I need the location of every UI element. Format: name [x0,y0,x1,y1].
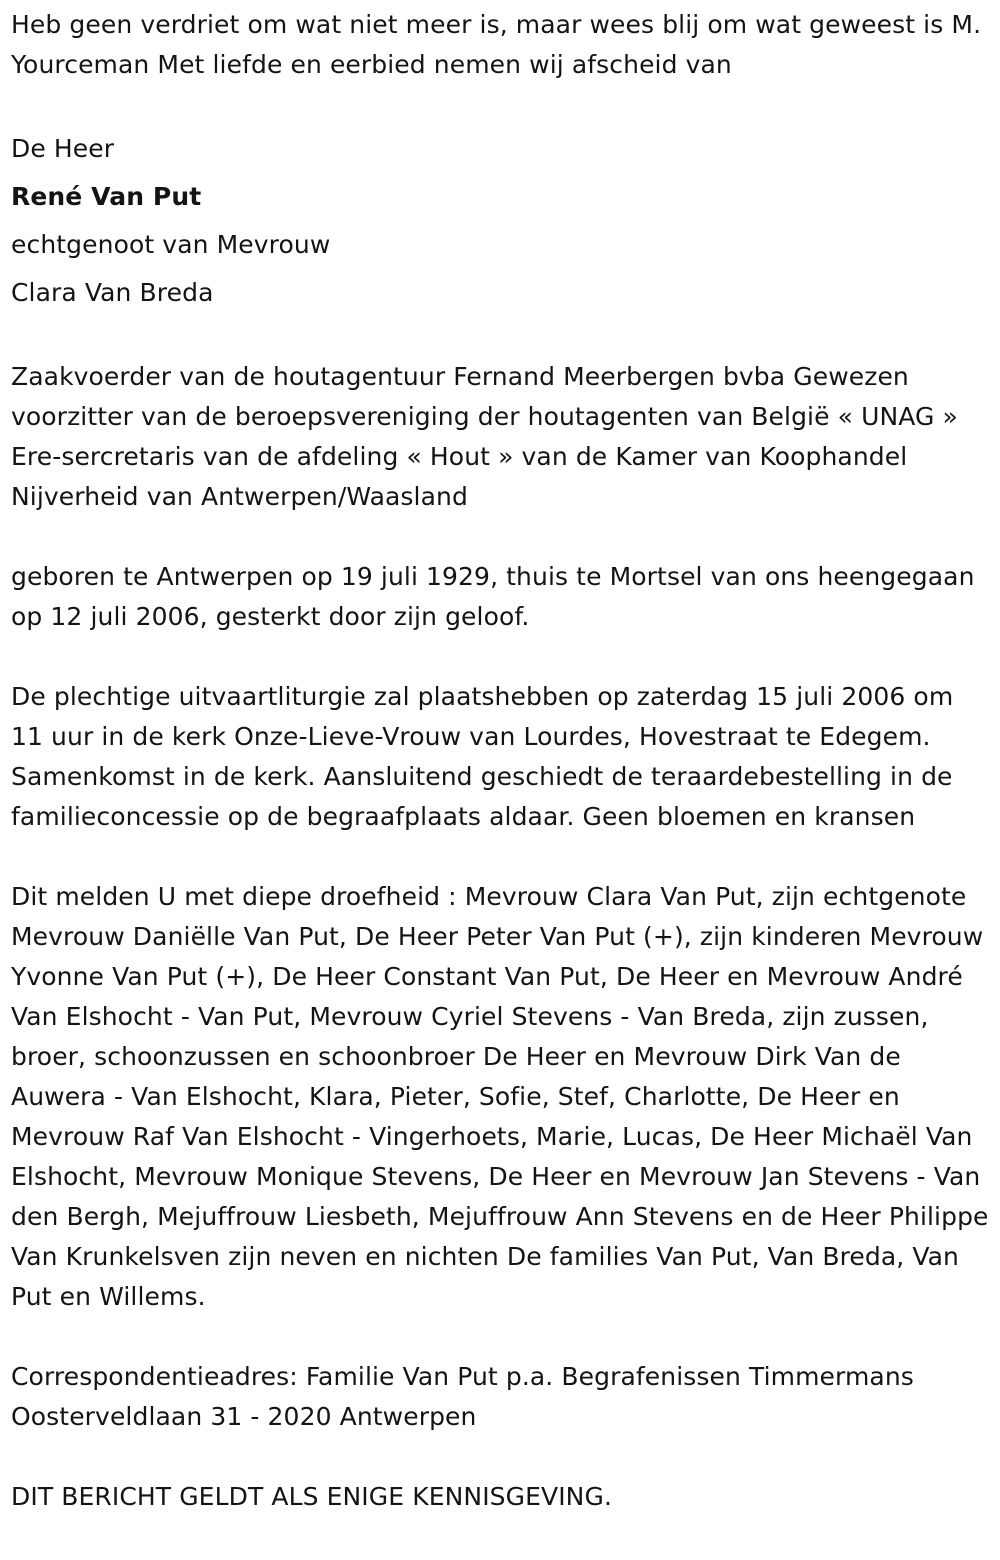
correspondence-address: Correspondentieadres: Familie Van Put p.a. Begrafenissen Timmermans Oosterveldlaan 31 - 2020 Antwerpen [11,1362,914,1431]
family-paragraph: Dit melden U met diepe droefheid : Mevrouw Clara Van Put, zijn echtgenote Mevrouw Daniëlle Van Put, De Heer Peter Van Put (+), zijn kinderen Mevrouw Yvonne Van Put (+), De Heer Constant Van Put, De Heer en Mevrouw André Van Elshocht - Van Put, Mevrouw Cyriel Stevens - Van Breda, zijn zussen, broer, schoonzussen en schoonbroer De Heer en Mevrouw Dirk Van de Auwera - Van Elshocht, Klara, Pieter, Sofie, Stef, Charlotte, De Heer en Mevrouw Raf Van Elshocht - Vingerhoets, Marie, Lucas, De Heer Michaël Van Elshocht, Mevrouw Monique Stevens, De Heer en Mevrouw Jan Stevens - Van den Bergh, Mejuffrouw Liesbeth, Mejuffrouw Ann Stevens en de Heer Philippe Van Krunkelsven zijn neven en nichten De families Van Put, Van Breda, Van Put en Willems. [11,882,989,1311]
career-paragraph: Zaakvoerder van de houtagentuur Fernand Meerbergen bvba Gewezen voorzitter van de beroepsvereniging der houtagenten van België « UNAG » Ere-sercretaris van de afdeling « Hout » van de Kamer van Koophandel Nijverheid van Antwerpen/Waasland [11,362,958,511]
closing-statement: DIT BERICHT GELDT ALS ENIGE KENNISGEVING. [11,1482,612,1511]
spacer [11,1437,993,1477]
spacer [11,85,993,125]
birth-death-paragraph: geboren te Antwerpen op 19 juli 1929, thuis te Mortsel van ons heengegaan op 12 juli 2006, gesterkt door zijn geloof. [11,562,975,631]
obituary-notice [11,5,993,1517]
spacer [11,637,993,677]
deceased-name: René Van Put [11,182,202,211]
spacer [11,317,993,357]
spacer [11,1317,993,1357]
spacer [11,837,993,877]
spouse-line: echtgenoot van Mevrouw [11,230,331,259]
opening-quote: Heb geen verdriet om wat niet meer is, maar wees blij om wat geweest is M. Yourceman Met liefde en eerbied nemen wij afscheid van [11,10,982,79]
funeral-paragraph: De plechtige uitvaartliturgie zal plaatshebben op zaterdag 15 juli 2006 om 11 uur in de kerk Onze-Lieve-Vrouw van Lourdes, Hovestraat te Edegem. Samenkomst in de kerk. Aansluitend geschiedt de teraardebestelling in de familieconcessie op de begraafplaats aldaar. Geen bloemen en kransen [11,682,954,831]
spouse-name: Clara Van Breda [11,278,214,307]
spacer [11,517,993,557]
title-line: De Heer [11,134,115,163]
